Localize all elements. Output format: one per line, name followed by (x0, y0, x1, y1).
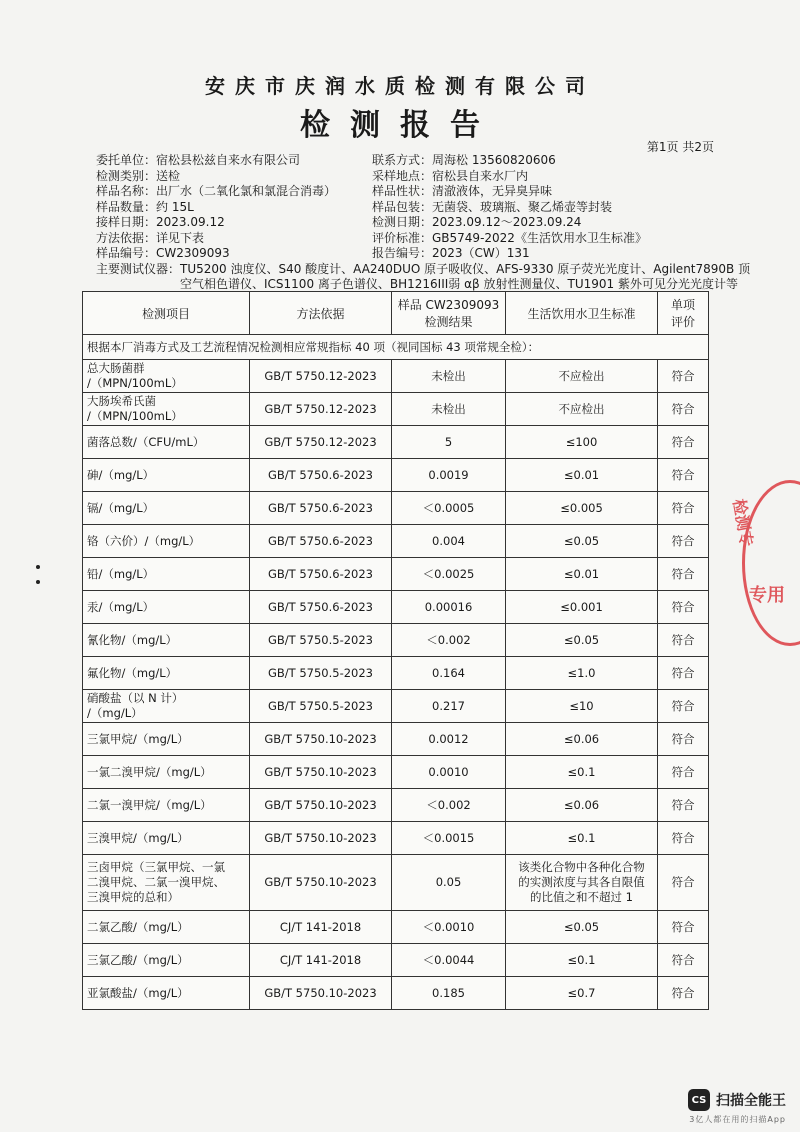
table-row (83, 624, 709, 657)
section-heading: 根据本厂消毒方式及工艺流程情况检测相应常规指标 40 项（视同国标 43 项常规全检）： (83, 335, 709, 360)
cell-item: 氰化物/（mg/L） (83, 624, 250, 657)
contact-field: 联系方式：周海松 13560820606 (372, 153, 556, 167)
table-row (83, 426, 709, 459)
table-row (83, 822, 709, 855)
cell-method: CJ/T 141-2018 (250, 944, 392, 977)
table-row (83, 789, 709, 822)
header-result-line1: 样品 CW2309093 (397, 298, 500, 312)
cell-item: 一氯二溴甲烷/（mg/L） (83, 756, 250, 789)
report-number-field: 报告编号：2023（CW）131 (372, 246, 530, 260)
cell-eval: 符合 (658, 492, 709, 525)
cell-eval: 符合 (658, 723, 709, 756)
cell-result: 0.0012 (392, 723, 506, 756)
header-result (392, 292, 506, 335)
table-row (83, 723, 709, 756)
cell-standard: ≤1.0 (506, 657, 658, 690)
header-item: 检测项目 (83, 292, 250, 335)
cell-result: ＜0.002 (392, 624, 506, 657)
cell-result: ＜0.0015 (392, 822, 506, 855)
cell-standard: ≤0.01 (506, 558, 658, 591)
cell-eval: 符合 (658, 558, 709, 591)
client-field: 委托单位：宿松县松兹自来水有限公司 (96, 153, 301, 167)
cell-result: 0.00016 (392, 591, 506, 624)
instruments-line-2: 空气相色谱仪、ICS1100 离子色谱仪、BH1216III弱 αβ 放射性测量仪、TU1901 紫外可见分光光度计等 (180, 276, 738, 291)
cell-item: 硝酸盐（以 N 计） /（mg/L） (83, 690, 250, 723)
instruments-block (96, 262, 751, 291)
header-standard: 生活饮用水卫生标准 (506, 292, 658, 335)
sample-name-field: 样品名称：出厂水（二氧化氯和氯混合消毒） (96, 184, 337, 198)
cell-method: GB/T 5750.12-2023 (250, 393, 392, 426)
cell-item: 亚氯酸盐/（mg/L） (83, 977, 250, 1010)
cell-result: 未检出 (392, 393, 506, 426)
official-stamp (729, 480, 800, 646)
cell-item: 二氯乙酸/（mg/L） (83, 911, 250, 944)
cell-eval: 符合 (658, 624, 709, 657)
cell-standard: ≤10 (506, 690, 658, 723)
test-category-field: 检测类别：送检 (96, 168, 181, 183)
sample-appearance-field: 样品性状：清澈液体，无异臭异味 (372, 184, 553, 198)
cell-item: 菌落总数/（CFU/mL） (83, 426, 250, 459)
scanner-tagline: 3亿人都在用的扫描App (689, 1115, 786, 1124)
cell-eval: 符合 (658, 657, 709, 690)
cell-standard: ≤0.05 (506, 525, 658, 558)
table-row (83, 855, 709, 911)
header-eval-line2: 评价 (670, 315, 695, 329)
table-row (83, 459, 709, 492)
cell-method: GB/T 5750.10-2023 (250, 977, 392, 1010)
cell-standard: ≤0.7 (506, 977, 658, 1010)
cell-item: 镉/（mg/L） (83, 492, 250, 525)
cell-standard: ≤0.001 (506, 591, 658, 624)
cell-standard: 不应检出 (506, 393, 658, 426)
cell-standard: ≤0.06 (506, 789, 658, 822)
cell-result: 0.004 (392, 525, 506, 558)
stamp-text-1: 检测专 (729, 497, 757, 549)
cell-eval: 符合 (658, 789, 709, 822)
cs-logo-icon: CS (688, 1089, 710, 1111)
cell-eval: 符合 (658, 360, 709, 393)
cell-item: 汞/（mg/L） (83, 591, 250, 624)
cell-eval: 符合 (658, 525, 709, 558)
header-method: 方法依据 (250, 292, 392, 335)
cell-eval: 符合 (658, 690, 709, 723)
sample-packaging-field: 样品包装：无菌袋、玻璃瓶、聚乙烯壶等封装 (372, 199, 613, 214)
stamp-text-2: 专用 (749, 585, 785, 606)
cell-standard: ≤100 (506, 426, 658, 459)
receive-date-field: 接样日期：2023.09.12 (96, 215, 225, 229)
cell-item: 大肠埃希氏菌 /（MPN/100mL） (83, 393, 250, 426)
cell-standard: ≤0.005 (506, 492, 658, 525)
report-title: 检测报告 (300, 108, 500, 143)
cell-method: GB/T 5750.6-2023 (250, 558, 392, 591)
table-row (83, 360, 709, 393)
cell-method: GB/T 5750.6-2023 (250, 591, 392, 624)
table-row (83, 690, 709, 723)
cell-eval: 符合 (658, 855, 709, 911)
cell-item: 总大肠菌群 /（MPN/100mL） (83, 360, 250, 393)
cell-eval: 符合 (658, 459, 709, 492)
cell-result: 0.05 (392, 855, 506, 911)
sample-id-field: 样品编号：CW2309093 (96, 246, 230, 260)
cell-item: 氟化物/（mg/L） (83, 657, 250, 690)
scanner-app-name: 扫描全能王 (716, 1093, 786, 1109)
cell-result: ＜0.0025 (392, 558, 506, 591)
table-body (83, 335, 709, 1010)
sampling-site-field: 采样地点：宿松县自来水厂内 (372, 168, 529, 183)
cell-eval: 符合 (658, 756, 709, 789)
cell-standard: ≤0.1 (506, 756, 658, 789)
table-row (83, 756, 709, 789)
cell-item: 二氯一溴甲烷/（mg/L） (83, 789, 250, 822)
table-row (83, 525, 709, 558)
header-result-line2: 检测结果 (424, 315, 473, 329)
cell-result: ＜0.002 (392, 789, 506, 822)
header-eval-line1: 单项 (670, 298, 695, 312)
table-row (83, 977, 709, 1010)
cell-eval: 符合 (658, 591, 709, 624)
cell-standard: ≤0.06 (506, 723, 658, 756)
cell-eval: 符合 (658, 977, 709, 1010)
cell-method: GB/T 5750.5-2023 (250, 657, 392, 690)
cell-result: 0.164 (392, 657, 506, 690)
cell-method: GB/T 5750.12-2023 (250, 426, 392, 459)
cell-item: 三氯甲烷/（mg/L） (83, 723, 250, 756)
cell-standard: 该类化合物中各种化合物 的实测浓度与其各自限值 的比值之和不超过 1 (506, 855, 658, 911)
cell-item: 铅/（mg/L） (83, 558, 250, 591)
cell-result: 0.217 (392, 690, 506, 723)
cell-method: GB/T 5750.6-2023 (250, 492, 392, 525)
table-header-row (83, 292, 709, 335)
scanner-logo (688, 1089, 786, 1111)
table-row (83, 492, 709, 525)
cell-item: 铬（六价）/（mg/L） (83, 525, 250, 558)
cell-item: 砷/（mg/L） (83, 459, 250, 492)
cell-method: CJ/T 141-2018 (250, 911, 392, 944)
cell-result: 0.185 (392, 977, 506, 1010)
table-row (83, 944, 709, 977)
cell-item: 三卤甲烷（三氯甲烷、一氯 二溴甲烷、二氯一溴甲烷、 三溴甲烷的总和） (83, 855, 250, 911)
table-row (83, 657, 709, 690)
cell-eval: 符合 (658, 944, 709, 977)
method-basis-field: 方法依据：详见下表 (96, 230, 205, 245)
company-name: 安庆市庆润水质检测有限公司 (205, 74, 595, 98)
header-eval (658, 292, 709, 335)
cell-result: 5 (392, 426, 506, 459)
cell-method: GB/T 5750.5-2023 (250, 624, 392, 657)
cell-result: 0.0019 (392, 459, 506, 492)
cell-item: 三氯乙酸/（mg/L） (83, 944, 250, 977)
cell-item: 三溴甲烷/（mg/L） (83, 822, 250, 855)
table-row (83, 591, 709, 624)
section-row (83, 335, 709, 360)
cell-eval: 符合 (658, 911, 709, 944)
cell-result: 未检出 (392, 360, 506, 393)
cell-standard: ≤0.01 (506, 459, 658, 492)
table-row (83, 558, 709, 591)
cell-standard: ≤0.05 (506, 624, 658, 657)
cell-method: GB/T 5750.5-2023 (250, 690, 392, 723)
cell-method: GB/T 5750.10-2023 (250, 723, 392, 756)
table-row (83, 393, 709, 426)
cell-result: ＜0.0010 (392, 911, 506, 944)
punch-mark-2 (36, 580, 40, 584)
instruments-line-1: 主要测试仪器：TU5200 浊度仪、S40 酸度计、AA240DUO 原子吸收仪、AFS-9330 原子荧光光度计、Agilent7890B 顶 (96, 262, 751, 276)
cell-standard: ≤0.1 (506, 822, 658, 855)
cell-result: ＜0.0005 (392, 492, 506, 525)
page-number: 第1页 共2页 (646, 140, 714, 154)
punch-mark-1 (36, 565, 40, 569)
cell-method: GB/T 5750.6-2023 (250, 459, 392, 492)
cell-method: GB/T 5750.12-2023 (250, 360, 392, 393)
cell-result: 0.0010 (392, 756, 506, 789)
cell-eval: 符合 (658, 822, 709, 855)
info-left-block (96, 153, 336, 262)
cell-standard: 不应检出 (506, 360, 658, 393)
cell-method: GB/T 5750.10-2023 (250, 855, 392, 911)
cell-standard: ≤0.05 (506, 911, 658, 944)
cell-method: GB/T 5750.10-2023 (250, 756, 392, 789)
cell-method: GB/T 5750.10-2023 (250, 822, 392, 855)
cell-result: ＜0.0044 (392, 944, 506, 977)
sample-quantity-field: 样品数量：约 15L (96, 199, 194, 214)
cell-eval: 符合 (658, 393, 709, 426)
cell-standard: ≤0.1 (506, 944, 658, 977)
table-row (83, 911, 709, 944)
info-right-block (372, 153, 647, 262)
evaluation-standard-field: 评价标准：GB5749-2022《生活饮用水卫生标准》 (372, 230, 647, 245)
results-table (82, 291, 709, 1010)
cell-method: GB/T 5750.6-2023 (250, 525, 392, 558)
test-date-field: 检测日期：2023.09.12～2023.09.24 (372, 215, 582, 229)
cell-eval: 符合 (658, 426, 709, 459)
cell-method: GB/T 5750.10-2023 (250, 789, 392, 822)
